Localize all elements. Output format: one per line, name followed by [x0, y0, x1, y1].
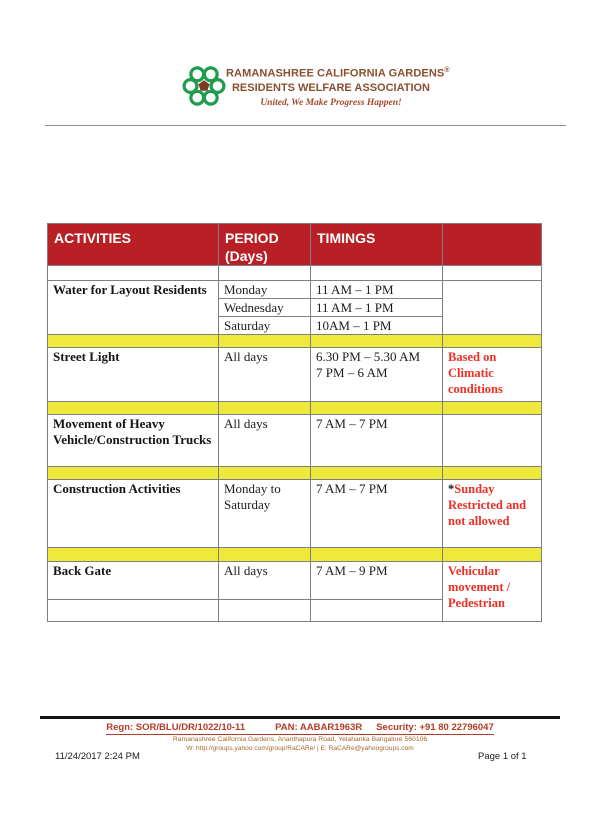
col-header-timings: TIMINGS	[317, 230, 376, 246]
col-header-period: PERIOD	[225, 230, 279, 246]
row-heavy-vehicle	[48, 414, 542, 466]
cell-timing: 7 AM – 9 PM	[316, 562, 388, 578]
cell-period: All days	[224, 348, 268, 364]
cell-remark-back-gate: Vehicular movement / Pedestrian	[448, 563, 511, 611]
org-name-line1	[226, 67, 450, 80]
cell-timing: 7 AM – 7 PM	[316, 480, 388, 496]
cell-period: All days	[224, 562, 268, 578]
remark-text: Sunday Restricted and not allowed	[448, 481, 527, 529]
cell-timing: 7 AM – 7 PM	[316, 415, 388, 431]
org-name-text: RAMANASHREE CALIFORNIA GARDENS	[226, 67, 445, 80]
registered-mark: ®	[444, 67, 450, 74]
row-street-light	[48, 347, 542, 401]
cell-timing: 11 AM – 1 PM	[316, 282, 394, 298]
cell-activity-street-light: Street Light	[53, 348, 120, 364]
footer-divider	[40, 716, 560, 719]
cell-activity-back-gate: Back Gate	[53, 562, 112, 578]
org-name-block	[226, 67, 450, 108]
col-header-period-days: (Days)	[225, 248, 268, 265]
footer-security: Security: +91 80 22796047	[376, 722, 494, 733]
remark-asterisk: *	[448, 481, 455, 496]
cell-remark-construction	[448, 481, 532, 530]
footer-registration-line	[40, 722, 560, 733]
org-name-line2: RESIDENTS WELFARE ASSOCIATION	[231, 81, 430, 94]
print-datetime: 11/24/2017 2:24 PM	[55, 751, 140, 762]
page-number: Page 1 of 1	[478, 751, 527, 762]
cell-timing: 10AM – 1 PM	[316, 318, 392, 334]
cell-timing: 11 AM – 1 PM	[316, 300, 394, 316]
org-logo-icon	[180, 62, 228, 110]
table-header-row	[48, 224, 542, 266]
footer-web-email: W: http://groups.yahoo.com/group/RaCARe/ | E: RaCARe@yahoogroups.com	[186, 745, 414, 752]
footer-regn: Regn: SOR/BLU/DR/1022/10-11	[106, 722, 246, 733]
row-construction	[48, 479, 542, 547]
cell-activity-heavy-vehicle: Movement of Heavy Vehicle/Construction Trucks	[53, 415, 212, 448]
row-back-gate	[48, 561, 542, 599]
cell-activity-water: Water for Layout Residents	[53, 282, 207, 298]
footer-address: Ramanashree California Gardens, Ananthapura Road, Yelahanka Bangalore 560106	[172, 736, 428, 743]
cell-remark-street-light: Based on Climatic conditions	[448, 349, 503, 397]
cell-period: Monday	[224, 282, 268, 298]
yellow-separator-row	[48, 547, 542, 561]
yellow-separator-row	[48, 466, 542, 479]
col-header-activities: ACTIVITIES	[54, 230, 132, 246]
logo-pentagon	[199, 80, 210, 91]
org-tagline: United, We Make Progress Happen!	[260, 97, 402, 108]
cell-timing-line1: 6.30 PM – 5.30 AM	[316, 348, 421, 364]
cell-period: Wednesday	[224, 300, 284, 316]
footer-pan: PAN: AABAR1963R	[275, 722, 363, 733]
cell-timing-line2: 7 PM – 6 AM	[316, 364, 388, 380]
yellow-separator-row	[48, 401, 542, 414]
yellow-separator-row	[48, 334, 542, 347]
cell-period: Monday to Saturday	[224, 480, 281, 512]
cell-period: All days	[224, 415, 268, 431]
letterhead-divider	[45, 125, 566, 126]
cell-period: Saturday	[224, 318, 271, 334]
spacer-row	[48, 266, 542, 281]
activities-schedule-table	[47, 223, 542, 622]
cell-activity-construction: Construction Activities	[53, 480, 181, 496]
row-water-monday	[48, 281, 542, 299]
